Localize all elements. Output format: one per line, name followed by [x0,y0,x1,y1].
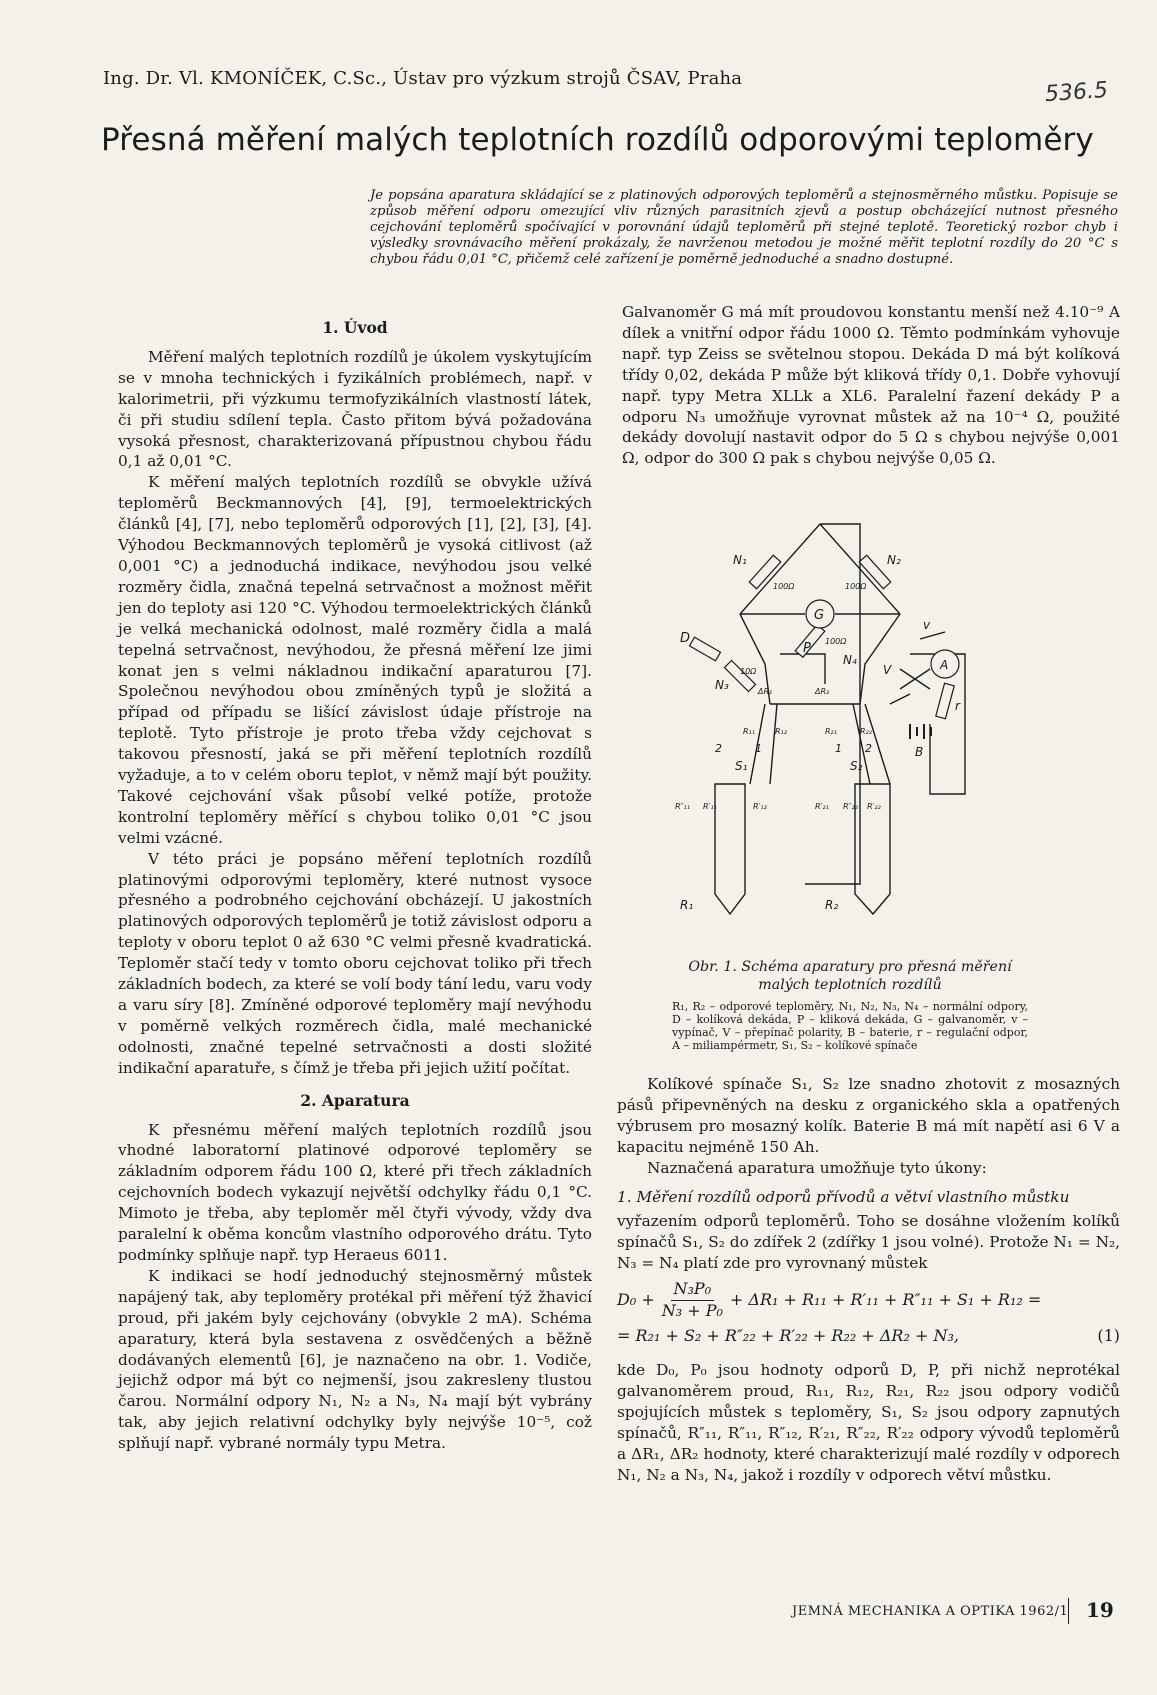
label-n3: N₃ [715,678,729,692]
eq-fraction-denominator: N₃ + P₀ [661,1300,723,1320]
right-column-bottom [617,1074,1120,1486]
resistor-n3 [724,660,755,691]
label-pin1a: 1 [755,742,762,755]
wire-right-down [860,614,900,704]
label-r12: R₁₂ [775,727,787,736]
battery-symbol [910,724,931,739]
section-heading-apparatus: 2. Aparatura [300,1090,410,1110]
paragraph: K měření malých teplotních rozdílů se obvykle užívá teploměrů Beckmannových [4], [9], termoelektrických článků [4], [7], nebo teploměrů odporových [1], [2], [3], [4]. Výhodou Beckmannových teploměrů je vysoká citlivost (až 0,001 °C) a jednoduchá indikace, nevýhodou jsou velké rozměry čidla, značná tepelná setrvačnost a možnost měřit jen do teploty asi 120 °C. Výhodou termoelektrických článků je velká mechanická odolnost, malé rozměry čidla a malá tepelná setrvačnost, nevýhodou, že přesná měření lze jimi konat jen s velmi nákladnou indikační aparaturou [7]. Společnou nevýhodou obou zmíněných typů je složitá a případ od případu se lišící závislost údaje přístroje na teplotě. Tyto přístroje je proto třeba vždy cejchovat s takovou přesností, jaká se při měření teplotních rozdílů vyžaduje, a to v celém oboru teplot, v němž mají být použity. Takové cejchování však působí velké potíže, protože kontrolní teploměry měřící s chybou toliko 0,01 °C jsou velmi vzácné. [118,473,592,847]
left-column [118,308,592,1454]
paragraph: K přesnému měření malých teplotních rozdílů jsou vhodné laboratorní platinové odporové teploměry se základním odporem řádu 100 Ω, které při třech základních cejchovních bodech vykazují největší odchylky řádu 0,1 °C. Mimoto je třeba, aby teploměr měl čtyři vývody, vždy dva paralelní k oběma koncům vlastního odporového drátu. Tyto podmínky splňuje např. typ Heraeus 6011. [118,1120,592,1264]
paragraph: Galvanoměr G má mít proudovou konstantu menší než 4.10⁻⁹ A dílek a vnitřní odpor řádu 1000 Ω. Těmto podmínkám vyhovuje např. typ Zeiss se světelnou stopou. Dekáda D má být kolíková třídy 0,02, dekáda P může být kliková třídy 0,1. Dobře vyhovují např. typy Metra XLLk a XL6. Paralelní řazení dekády P a odporu N₃ umožňuje vyrovnat můstek až na 10⁻⁴ Ω, použité dekády dovolují nastavit odpor do 5 Ω s chybou nejvýše 0,001 Ω, odpor do 300 Ω pak s chybou nejvýše 0,05 Ω. [622,303,1120,468]
item-heading: 1. Měření rozdílů odporů přívodů a větví vlastního můstku [617,1187,1070,1206]
label-polarity-switch: V [883,663,892,677]
label-rpp11: R′₁₁ [703,802,717,811]
label-rp21: R′₂₁ [815,802,829,811]
label-rpp22: R″₂₂ [843,802,858,811]
label-n4: N₄ [843,653,857,667]
label-pin2b: 2 [865,742,872,755]
label-s2: S₂ [850,759,863,773]
equation-line-2 [617,1318,1120,1354]
label-r100c: 100Ω [825,637,847,646]
equation-1 [617,1278,1120,1354]
label-rp12: R′₁₂ [753,802,767,811]
label-n1-value: 100Ω [773,582,795,591]
label-d: D [680,631,691,646]
eq-fraction [659,1279,726,1322]
wire-p-branch [780,654,825,684]
label-g: G [814,608,825,623]
switch-V-cross [900,669,930,689]
label-r10: 10Ω [740,667,757,676]
label-r11: R₁₁ [743,727,755,736]
eq-rest-2: = R₂₁ + S₂ + R″₂₂ + R′₂₂ + R₂₂ + ΔR₂ + N₃, [617,1325,959,1345]
handwritten-classification-note: 536.5 [1044,77,1109,108]
label-r22: R₂₂ [860,727,872,736]
label-dr1: ΔR₁ [758,687,773,696]
label-p: P [803,641,811,656]
label-r2: R₂ [825,898,839,912]
label-n2: N₂ [887,553,901,567]
equation-number: (1) [1097,1325,1120,1345]
paragraph: kde D₀, P₀ jsou hodnoty odporů D, P, při nichž neprotékal galvanoměrem proud, R₁₁, R₁₂, R₂₁, R₂₂ jsou odpory vodičů spojujících můstek s teploměry, S₁, S₂ jsou odpory zapnutých spínačů, R″₁₁, R″₁₁, R″₁₂, R′₂₁, R″₂₂, R′₂₂ odpory vývodů teploměrů a ΔR₁, ΔR₂ hodnoty, které charakterizují malé rozdíly v odporech N₁, N₂ a N₃, N₄, jakož i rozdíly v odporech větví můstku. [617,1361,1120,1484]
bridge-wire-n1 [740,524,820,614]
paragraph: Kolíkové spínače S₁, S₂ lze snadno zhotovit z mosazných pásů připevněných na desku z organického skla a opatřených výbrusem pro mosazný kolík. Baterie B má mít napětí asi 6 V a kapacitu nejméně 150 Ah. [617,1075,1120,1156]
paragraph: Měření malých teplotních rozdílů je úkolem vyskytujícím se v mnoha technických i fyzikálních problémech, např. v kalorimetrii, při výzkumu termofyzikálních vlastností látek, či při studiu sdílení tepla. Často přitom bývá požadována vysoká přesnost, charakterizovaná přípustnou chybou řádu 0,1 až 0,01 °C. [118,347,592,471]
resistor-r [936,683,954,718]
label-a: A [940,658,949,672]
paragraph: vyřazením odporů teploměrů. Toho se dosáhne vložením kolíků spínačů S₁, S₂ do zdířek 2 (zdířky 1 jsou volné). Protože N₁ = N₂, N₃ = N₄ platí zde pro vyrovnaný můstek [617,1212,1120,1273]
figure-caption [672,958,1028,1052]
abstract: Je popsána aparatura skládající se z platinových odporových teploměrů a stejnosměrného můstku. Popisuje se způsob měření odporu omezující vliv různých parasitních zjevů a postup obcházející nutnost přesného cejchování teploměrů spočívající v porovnání údajů teploměrů při stejné teplotě. Teoretický rozbor chyb i výsledky srovnávacího měření prokázaly, že navrženou metodou je možné měřit teplotní rozdíly do 20 °C s chybou řádu 0,01 °C, přičemž celé zařízení je poměrně jednoduché a snadno dostupné. [370,188,1118,267]
label-pin2a: 2 [715,742,722,755]
page-number: 19 [1086,1598,1114,1622]
article-title: Přesná měření malých teplotních rozdílů odporovými teploměry [101,122,1094,158]
author-line: Ing. Dr. Vl. KMONÍČEK, C.Sc., Ústav pro výzkum strojů ČSAV, Praha [103,68,743,89]
label-r-reg: r [955,699,960,713]
label-r1: R₁ [680,898,694,912]
paragraph: K indikaci se hodí jednoduchý stejnosměrný můstek napájený tak, aby teploměry protékal při měření týž žhavicí proud, při jakém byly cejchovány (obvykle 2 mA). Schéma aparatury, která byla sestavena z osvědčených a běžně dodávaných elementů [6], je naznačeno na obr. 1. Vodiče, jejichž odpor má být co nejmenší, jsou zakresleny tlustou čarou. Normální odpory N₁, N₂ a N₃, N₄ mají být vybrány tak, aby jejich relativní odchylky byly nejvýše 10⁻⁵, což splňují např. vybrané normály typu Metra. [118,1266,592,1453]
paragraph: Naznačená aparatura umožňuje tyto úkony: [647,1158,987,1177]
label-dr2: ΔR₂ [815,687,830,696]
switch-v [920,632,945,639]
eq-lhs: D₀ + [617,1289,655,1309]
eq-fraction-numerator: N₃P₀ [671,1279,715,1301]
label-pin1b: 1 [835,742,842,755]
paragraph: V této práci je popsáno měření teplotních rozdílů platinovými odporovými teploměry, které nutnost vysoce přesného a podrobného cejchování obcházejí. U jakostních platinových odporových teploměrů je totiž závislost odporu a teploty v oboru teplot 0 až 630 °C velmi přesně kvadratická. Teploměr stačí tedy v tomto oboru cejchovat toliko při třech základních bodech, za které se volí body tání ledu, varu vody a varu síry [8]. Zmíněné odporové teploměry mají nevýhodu v poměrně velkých rozměrech čidla, malé mechanické odolnosti, značné tepelné setrvačnosti a dosti složité indikační aparatuře, s čímž je třeba při jejich užití počítat. [118,849,592,1077]
label-rp11: R″₁₁ [675,802,690,811]
label-n1: N₁ [733,553,747,567]
label-b: B [915,745,924,759]
label-n2-value: 100Ω [845,582,867,591]
label-s1: S₁ [735,759,748,773]
eq-rest-1: + ΔR₁ + R₁₁ + R′₁₁ + R″₁₁ + S₁ + R₁₂ = [729,1289,1042,1309]
circuit-diagram [675,524,1135,944]
resistor-d [690,637,721,661]
label-v-switch: v [923,618,931,632]
label-rp22: R′₂₂ [867,802,881,811]
caption-legend: R₁, R₂ – odporové teploměry, N₁, N₂, N₃, N₄ – normální odpory, D – kolíková dekáda, P – kliková dekáda, G – galvanoměr, v – vypínač, V – přepínač polarity, B – baterie, r – regulační odpor, A – miliampérmetr, S₁, S₂ – kolíkové spínače [672,1000,1028,1052]
caption-title: Obr. 1. Schéma aparatury pro přesná měření malých teplotních rozdílů [688,959,1012,993]
right-column-top [622,302,1120,469]
equation-line-1 [617,1278,1120,1320]
footer-divider [1068,1598,1069,1624]
thermometer-r1 [715,784,745,914]
label-r21: R₂₁ [825,727,837,736]
section-heading-intro: 1. Úvod [322,318,388,337]
journal-footer: JEMNÁ MECHANIKA A OPTIKA 1962/1 [792,1604,1069,1619]
